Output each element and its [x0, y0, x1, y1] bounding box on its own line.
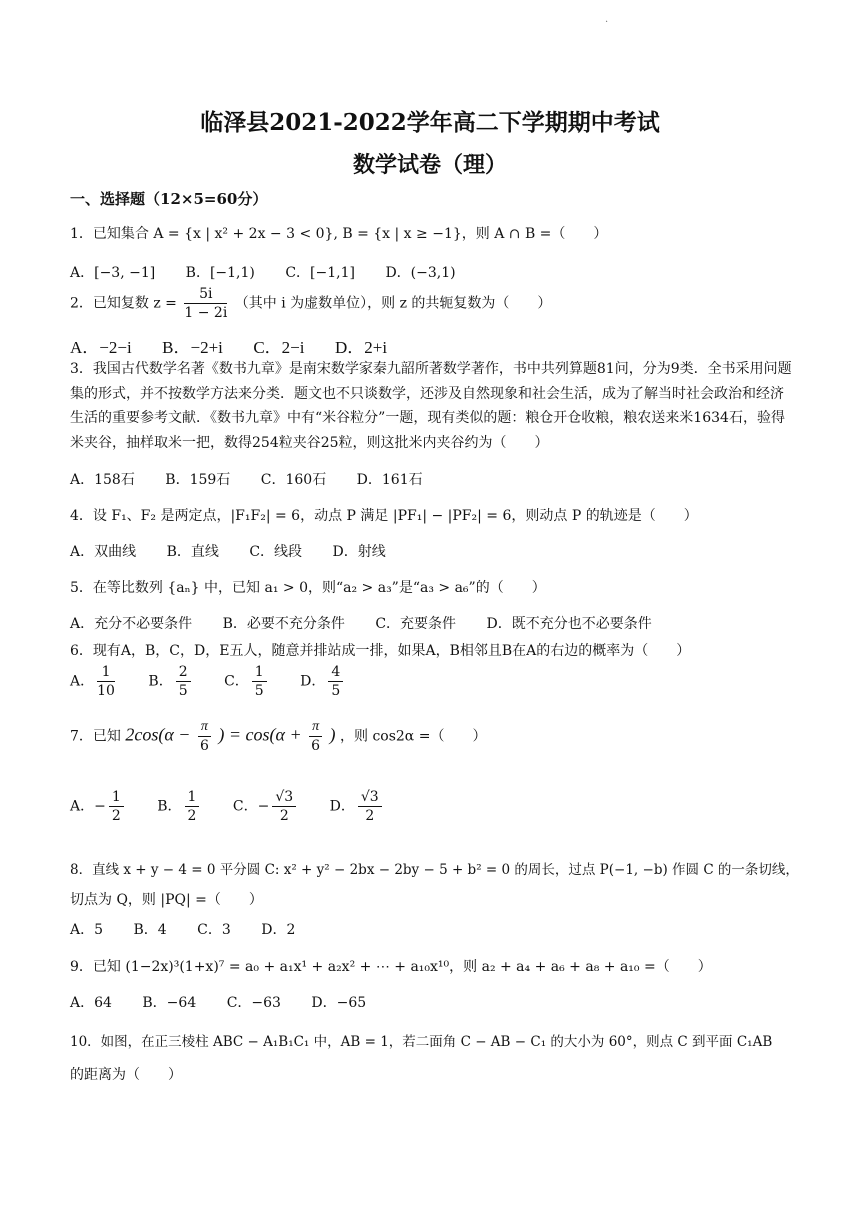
q6-option-c-num: 1	[252, 663, 267, 682]
q9-stem: 9．已知 (1−2x)³(1+x)⁷ = a₀ + a₁x¹ + a₂x² + ⋯ + a₁₀x¹⁰，则 a₂ + a₄ + a₆ + a₈ + a₁₀ =（ ）	[70, 959, 712, 975]
q3-option-d: D．161石	[356, 472, 423, 488]
q2-option-b: B．−2+i	[162, 338, 223, 357]
q2-denominator: 1 − 2i	[184, 305, 228, 321]
q6-option-b-label: B．	[148, 673, 173, 690]
q7-option-c	[233, 788, 299, 825]
q7-option-a-den: 2	[111, 808, 121, 824]
q6-option-c-label: C．	[224, 673, 249, 690]
q1-stem: 1．已知集合 A = {x | x² + 2x − 3 < 0}, B = {x | x ≥ −1}，则 A ∩ B =（ ）	[70, 226, 608, 242]
exam-title: 临泽县2021-2022学年高二下学期期中考试	[200, 109, 660, 136]
q2-stem	[70, 285, 551, 322]
q1-option-c: C．[−1,1]	[285, 265, 355, 281]
q5-stem: 5．在等比数列 {aₙ} 中，已知 a₁ > 0，则“a₂ > a₃”是“a₃ > a₆”的（ ）	[70, 580, 546, 596]
header-dot: .	[605, 14, 609, 25]
q5-option-a: A．充分不必要条件	[70, 616, 193, 632]
q7-options	[70, 788, 411, 825]
q7-expr-b: ) = cos(α +	[218, 724, 302, 745]
q7-expr-a: 2cos(α −	[125, 724, 191, 745]
q7-option-d-num: √3	[358, 788, 382, 807]
q7-option-c-label: C．	[232, 798, 258, 815]
q7-option-a-sign: −	[94, 798, 106, 815]
q8-options	[70, 919, 321, 939]
q7-option-b-label: B．	[157, 798, 182, 815]
q4-stem: 4．设 F₁、F₂ 是两定点，|F₁F₂| = 6，动点 P 满足 |PF₁| − |PF₂| = 6，则动点 P 的轨迹是（ ）	[70, 508, 698, 524]
q7-suffix: ，则 cos2α =（ ）	[340, 728, 487, 745]
q6-option-d-label: D．	[300, 673, 326, 690]
q9-option-d: D．−65	[311, 995, 367, 1011]
q7-option-c-num: √3	[272, 788, 296, 807]
q6-option-a-num: 1	[97, 663, 115, 682]
q5-options	[70, 613, 678, 633]
q2-options	[70, 333, 413, 358]
q8-option-b: B．4	[133, 922, 167, 938]
q7-expr-c: )	[329, 724, 336, 745]
q2-option-d: D．2+i	[334, 338, 388, 357]
q7-option-b-num: 1	[185, 788, 200, 807]
q4-option-c: C．线段	[249, 544, 303, 560]
q7-pi-2: π	[309, 718, 322, 737]
q7-option-a-num: 1	[109, 788, 124, 807]
q4-option-a: A．双曲线	[70, 544, 137, 560]
exam-subtitle: 数学试卷（理）	[352, 152, 507, 178]
q7-option-a-label: A．	[70, 798, 95, 815]
q7-six-2: 6	[311, 738, 321, 754]
q3-option-b: B．159石	[165, 472, 231, 488]
q9-options	[70, 992, 392, 1012]
q4-option-b: B．直线	[166, 544, 219, 560]
q7-option-c-sign: −	[257, 798, 270, 815]
q6-option-c	[224, 663, 270, 700]
q9-option-a: A．64	[70, 995, 112, 1011]
q8-option-c: C．3	[197, 922, 231, 938]
q6-option-b-den: 5	[178, 683, 188, 699]
q5-option-b: B．必要不充分条件	[222, 616, 345, 632]
q2-option-a: A．−2−i	[70, 338, 132, 357]
q7-option-d	[330, 788, 385, 825]
q1-options	[70, 262, 482, 282]
q4-option-d: D．射线	[332, 544, 386, 560]
q9-option-c: C．−63	[226, 995, 281, 1011]
q6-stem: 6．现有A，B，C，D，E五人，随意并排站成一排，如果A，B相邻且B在A的右边的概率为（ ）	[70, 643, 691, 659]
q5-option-c: C．充要条件	[375, 616, 457, 632]
q3-options	[70, 469, 449, 489]
q1-option-d: D．(−3,1)	[385, 265, 456, 281]
q6-option-a-den: 10	[97, 683, 115, 699]
q7-prefix: 7．已知	[70, 728, 121, 745]
q6-options	[70, 663, 372, 700]
q6-option-d-num: 4	[328, 663, 343, 682]
q7-option-d-den: 2	[365, 808, 375, 824]
q8-option-a: A．5	[70, 922, 104, 938]
q7-option-c-den: 2	[279, 808, 289, 824]
q6-option-d	[300, 663, 346, 700]
q2-numerator: 5i	[184, 285, 227, 304]
q10-line2: 的距离为（ ）	[70, 1067, 182, 1083]
q7-option-a	[70, 788, 127, 825]
section-heading: 一、选择题（12×5=60分）	[70, 190, 268, 208]
q7-pi-1: π	[198, 718, 211, 737]
q6-option-a	[70, 663, 118, 700]
q7-option-b	[157, 788, 202, 825]
q8-line1: 8．直线 x + y − 4 = 0 平分圆 C: x² + y² − 2bx − 2by − 5 + b² = 0 的周长，过点 P(−1, −b) 作圆 C 的一条切线，	[70, 862, 799, 878]
q5-option-d: D．既不充分也不必要条件	[486, 616, 652, 632]
q2-suffix: （其中 i 为虚数单位），则 z 的共轭复数为（ ）	[234, 295, 552, 312]
q8-option-d: D．2	[261, 922, 296, 938]
q6-option-a-label: A．	[70, 673, 95, 690]
q3-text: 3．我国古代数学名著《数书九章》是南宋数学家秦九韶所著数学著作，书中共列算题81问，分为9类．全书采用问题集的形式，并不按数学方法来分类．题文也不只谈数学，还涉及自然现象和社会生活，成为了解当时社会政治和经济生活的重要参考文献．《数书九章》中有“米谷粒分”一题，现有类似的题：粮仓开仓收粮，粮农送来米1634石，验得米夹谷，抽样取米一把，数得254粒夹谷25粒，则这批米内夹谷约为（ ）	[70, 361, 792, 451]
q3-option-c: C．160石	[260, 472, 327, 488]
q7-option-d-label: D．	[329, 798, 355, 815]
q4-options	[70, 541, 412, 561]
q10-line1: 10．如图，在正三棱柱 ABC − A₁B₁C₁ 中，AB = 1，若二面角 C − AB − C₁ 的大小为 60°，则点 C 到平面 C₁AB	[70, 1034, 773, 1050]
q7-option-b-den: 2	[187, 808, 197, 824]
q8-line2: 切点为 Q，则 |PQ| =（ ）	[70, 892, 263, 908]
q6-option-b	[148, 663, 193, 700]
q7-stem	[70, 718, 486, 755]
q2-fraction	[184, 285, 227, 322]
q1-option-a: A．[−3, −1]	[70, 265, 156, 281]
q3-option-a: A．158石	[70, 472, 135, 488]
q6-option-d-den: 5	[331, 683, 341, 699]
q1-option-b: B．[−1,1)	[185, 265, 255, 281]
q6-option-c-den: 5	[254, 683, 264, 699]
q7-six-1: 6	[199, 738, 209, 754]
q2-option-c: C．2−i	[253, 338, 305, 357]
q9-option-b: B．−64	[142, 995, 197, 1011]
q6-option-b-num: 2	[176, 663, 191, 682]
q2-prefix: 2．已知复数 z =	[70, 295, 177, 312]
